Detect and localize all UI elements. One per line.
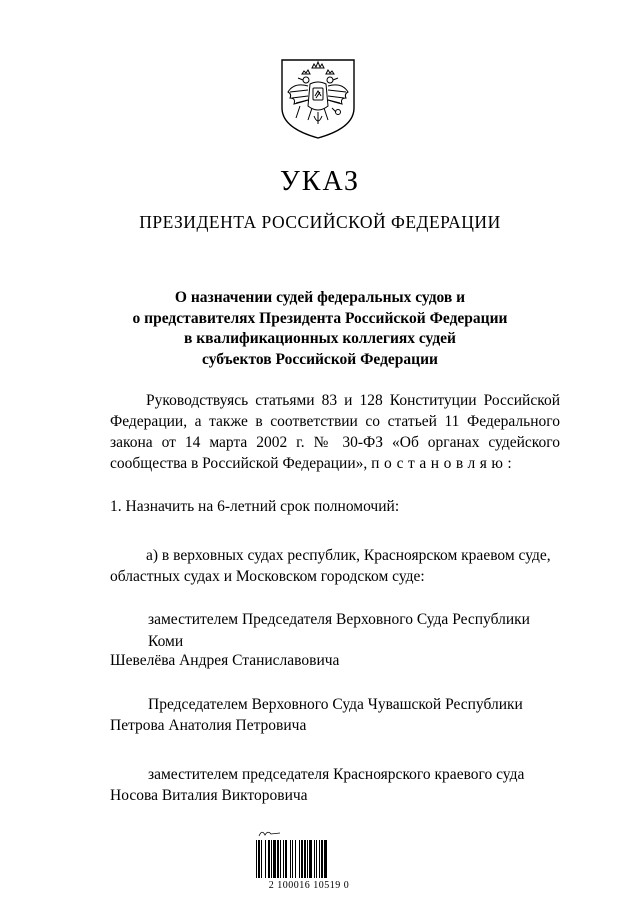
barcode-bar — [324, 840, 327, 878]
barcode-bar — [283, 840, 284, 878]
position-line: заместителем Председателя Верховного Суда Республики — [148, 611, 530, 628]
barcode-bar — [304, 840, 306, 878]
barcode-bar — [273, 840, 276, 878]
appointment-position: заместителем председателя Красноярского краевого суда — [148, 766, 525, 783]
intro-paragraph — [110, 390, 560, 474]
barcode-bar — [314, 840, 315, 878]
barcode-bar — [280, 840, 281, 878]
barcode-bar — [258, 840, 260, 878]
barcode-bar — [301, 840, 303, 878]
appointee-name: Носова Виталия Викторовича — [110, 787, 308, 804]
barcode-bar — [271, 840, 272, 878]
barcode-bar — [319, 840, 320, 878]
barcode-bar — [299, 840, 300, 878]
barcode-bar — [292, 840, 293, 878]
barcode-bar — [268, 840, 270, 878]
barcode-bar — [265, 840, 266, 878]
barcode-bar — [321, 840, 323, 878]
appointee-name: Петрова Анатолия Петровича — [110, 717, 307, 734]
barcode-number: 2 100016 10519 0 — [268, 880, 350, 891]
appointment-position: Председателем Верховного Суда Чувашской Республики — [148, 696, 523, 713]
item-1: 1. Назначить на 6-летний срок полномочий: — [110, 498, 400, 515]
document-title: УКАЗ — [279, 166, 361, 197]
document-subtitle: ПРЕЗИДЕНТА РОССИЙСКОЙ ФЕДЕРАЦИИ — [139, 212, 501, 232]
heading-line: О назначении судей федеральных судов и — [174, 289, 466, 306]
double-headed-eagle-icon — [278, 56, 358, 140]
decree-heading — [100, 288, 540, 370]
heading-line: о представителях Президента Российской Федерации — [132, 309, 508, 327]
barcode-bar — [316, 840, 317, 878]
appointee-name: Шевелёва Андрея Станиславовича — [110, 652, 340, 669]
barcode-bar — [295, 840, 296, 878]
handwritten-mark — [258, 828, 282, 840]
item-a: а) в верховных судах республик, Красноярском краевом суде, областных судах и Московском городском суде: — [110, 547, 551, 585]
barcode-bar — [290, 840, 291, 878]
document-barcode — [254, 828, 364, 892]
barcode-bar — [285, 840, 287, 878]
coat-of-arms-emblem — [278, 56, 358, 140]
appointment-position — [148, 609, 568, 653]
intro-verb: постановляю: — [371, 455, 517, 472]
barcode-bar — [307, 840, 308, 878]
barcode-bar — [309, 840, 312, 878]
barcode-bars — [256, 840, 362, 878]
barcode-bar — [261, 840, 262, 878]
heading-line: в квалификационных коллегиях судей — [184, 330, 456, 347]
position-line: Коми — [148, 633, 184, 650]
barcode-bar — [256, 840, 257, 878]
intro-text: Руководствуясь статьями 83 и 128 Конституции Российской Федерации, а также в соответствии со статьей 11 Федерального закона от 14 марта 2002 г. № 30-ФЗ «Об органах судейского сообщества в Российской Федерации», — [110, 392, 560, 472]
heading-line: субъектов Российской Федерации — [202, 350, 438, 368]
barcode-bar — [277, 840, 279, 878]
